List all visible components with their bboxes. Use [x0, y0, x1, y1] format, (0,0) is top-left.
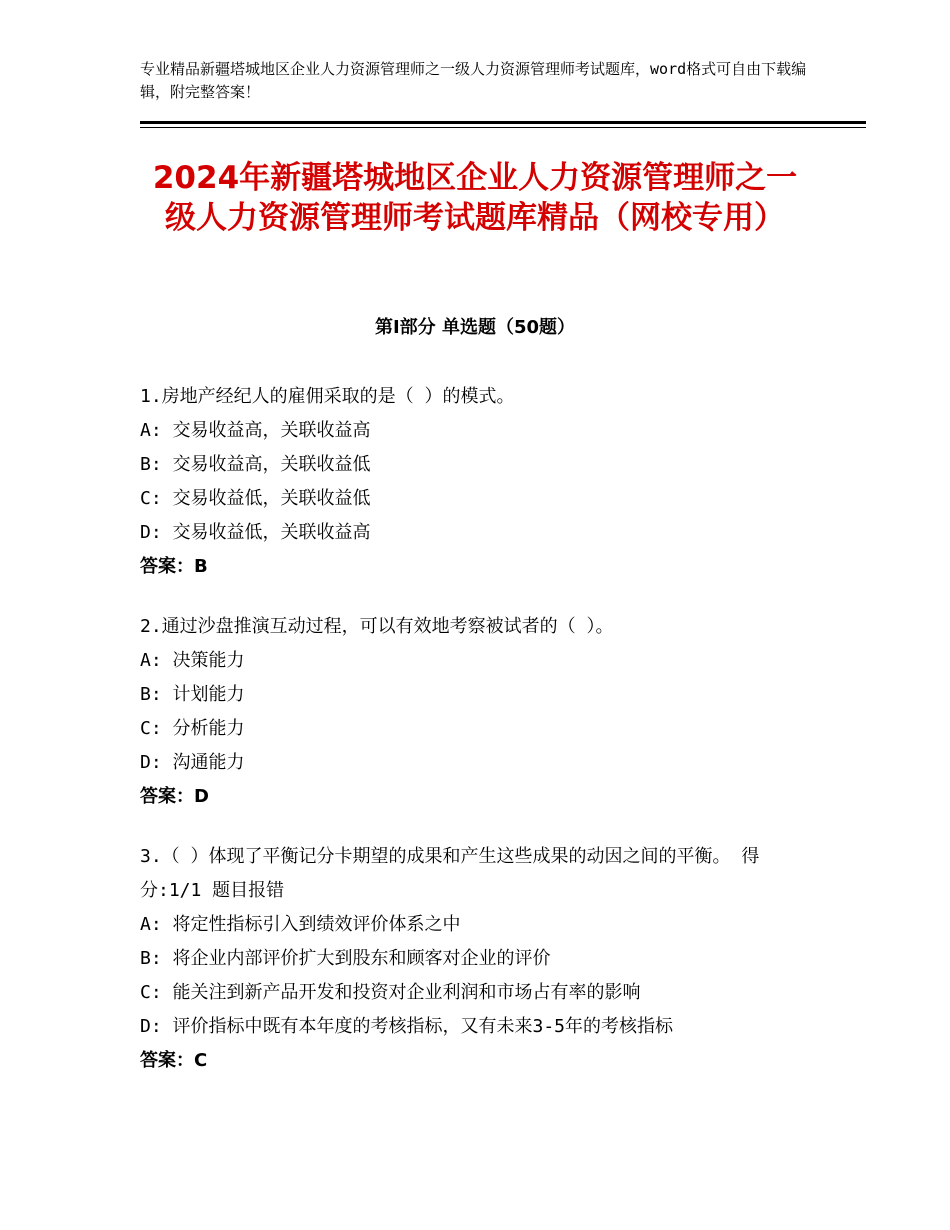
answer-label: 答案：B [140, 556, 208, 577]
option-c: C: 交易收益低，关联收益低 [140, 488, 371, 509]
option-c: C: 分析能力 [140, 718, 245, 739]
option-a: A: 将定性指标引入到绩效评价体系之中 [140, 914, 461, 935]
answer-label: 答案：C [140, 1050, 208, 1071]
question-3 [140, 840, 820, 1078]
question-stem: 1.房地产经纪人的雇佣采取的是（ ）的模式。 [140, 386, 515, 407]
option-b: B: 交易收益高，关联收益低 [140, 454, 371, 475]
question-1 [140, 380, 820, 584]
section-title: 第Ⅰ部分 单选题（50题） [374, 317, 575, 338]
option-a: A: 决策能力 [140, 650, 245, 671]
document-title: 2024年新疆塔城地区企业人力资源管理师之一级人力资源管理师考试题库精品（网校专用） [152, 160, 798, 236]
answer-label: 答案：D [140, 786, 209, 807]
question-2 [140, 610, 820, 814]
question-list [140, 380, 820, 1104]
question-stem: 3.（ ）体现了平衡记分卡期望的成果和产生这些成果的动因之间的平衡。 得分:1/1 题目报错 [140, 846, 760, 901]
option-d: D: 交易收益低，关联收益高 [140, 522, 371, 543]
header-divider-thin [140, 127, 866, 128]
option-b: B: 将企业内部评价扩大到股东和顾客对企业的评价 [140, 948, 551, 969]
option-b: B: 计划能力 [140, 684, 245, 705]
option-a: A: 交易收益高，关联收益高 [140, 420, 371, 441]
option-d: D: 评价指标中既有本年度的考核指标，又有未来3-5年的考核指标 [140, 1016, 674, 1037]
header-divider-thick [140, 121, 866, 124]
option-d: D: 沟通能力 [140, 752, 245, 773]
header-note: 专业精品新疆塔城地区企业人力资源管理师之一级人力资源管理师考试题库，word格式可自由下载编辑，附完整答案！ [140, 60, 807, 101]
question-stem: 2.通过沙盘推演互动过程，可以有效地考察被试者的（ ）。 [140, 616, 614, 637]
option-c: C: 能关注到新产品开发和投资对企业利润和市场占有率的影响 [140, 982, 641, 1003]
